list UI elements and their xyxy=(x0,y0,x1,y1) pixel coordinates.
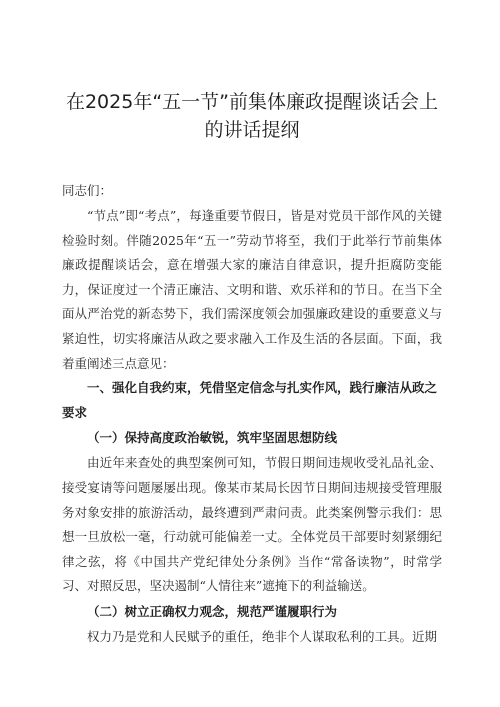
title-line-2: 的讲话提纲 xyxy=(204,119,300,141)
subsection-1-body: 由近年来查处的典型案例可知，节假日期间违规收受礼品礼金、接受宴请等问题屡屡出现。像某市某局长因节日期间违规接受管理服务对象安排的旅游活动，最终遭到严肃问责。此类案例警示我们：思想一旦放松一毫，行动就可能偏差一丈。全体党员干部要时刻紧绷纪律之弦，将《中国共产党纪律处分条例》当作“常备读物”，时常学习、对照反思，坚决遏制“人情往来”遮掩下的利益输送。 xyxy=(62,455,442,594)
intro-paragraph: “节点”即“考点”，每逢重要节假日，皆是对党员干部作风的关键检验时刻。伴随2025年“五一”劳动节将至，我们于此举行节前集体廉政提醒谈话会，意在增强大家的廉洁自律意识，提升拒腐防变能力，保证度过一个清正廉洁、文明和谐、欢乐祥和的节日。在当下全面从严治党的新态势下，我们需深度领会加强廉政建设的重要意义与紧迫性，切实将廉洁从政之要求融入工作及生活的各层面。下面，我着重阐述三点意见： xyxy=(62,208,442,371)
subsection-2-heading: （二）树立正确权力观念，规范严谨履职行为 xyxy=(87,603,338,619)
section-1-heading: 一、强化自我约束，凭借坚定信念与扎实作风，践行廉洁从政之要求 xyxy=(62,380,438,420)
subsection-2-body: 权力乃是党和人民赋予的重任，绝非个人谋取私利的工具。近期 xyxy=(87,628,438,644)
subsection-1-heading: （一）保持高度政治敏锐，筑牢坚固思想防线 xyxy=(87,430,338,446)
title-line-1: 在2025年“五一节”前集体廉政提醒谈话会上 xyxy=(65,91,439,113)
greeting: 同志们： xyxy=(62,183,113,198)
document-title xyxy=(62,88,442,144)
